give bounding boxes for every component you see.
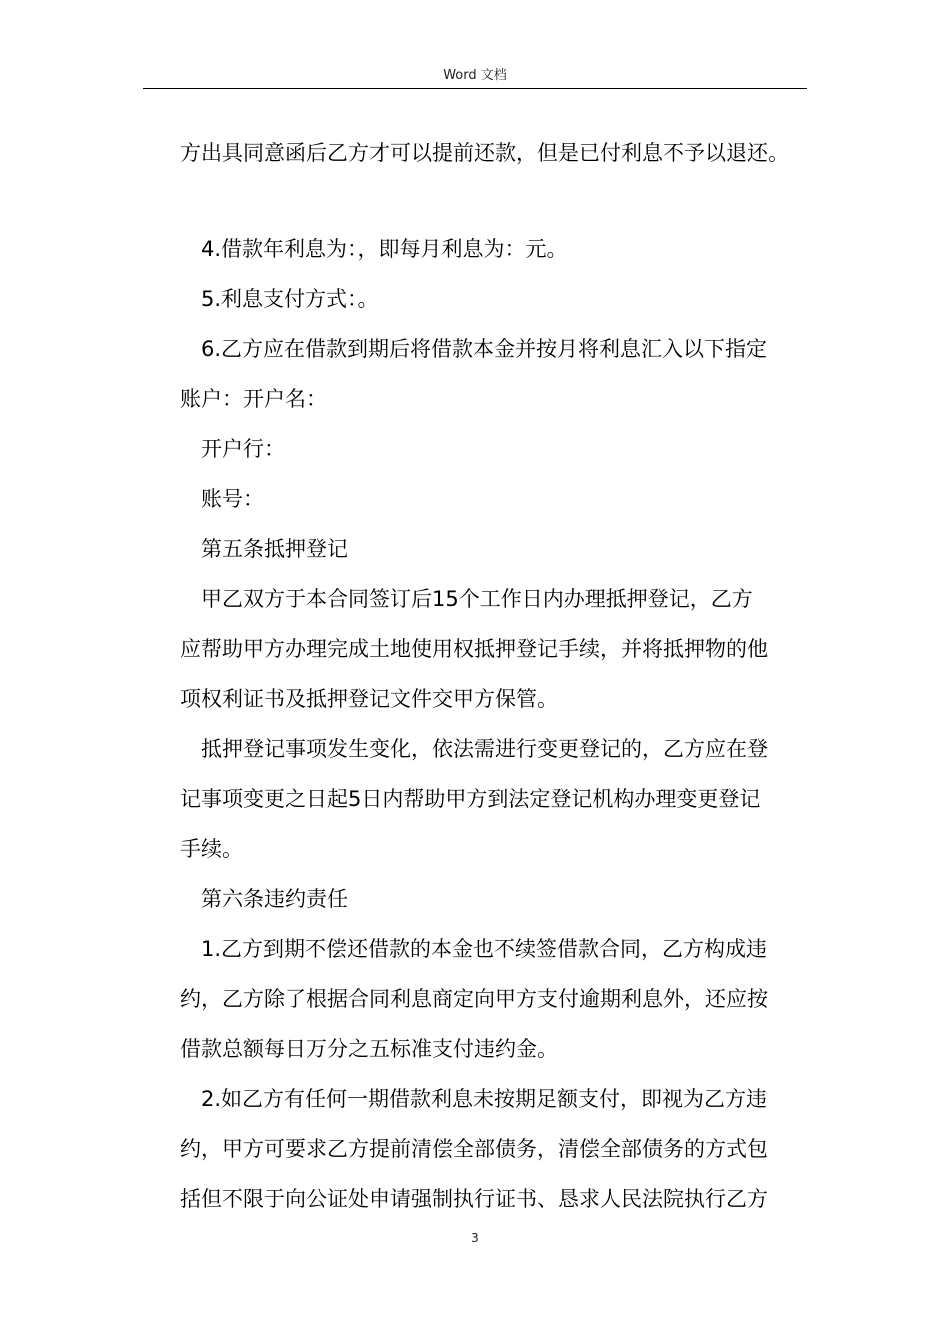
body-line: 应帮助甲方办理完成土地使用权抵押登记手续，并将抵押物的他 <box>180 637 768 661</box>
body-line: 抵押登记事项发生变化，依法需进行变更登记的，乙方应在登 <box>201 737 768 761</box>
body-line: 2.如乙方有任何一期借款利息未按期足额支付，即视为乙方违 <box>201 1087 768 1111</box>
header-divider <box>143 88 807 89</box>
body-line: 约，甲方可要求乙方提前清偿全部债务，清偿全部债务的方式包 <box>180 1137 768 1161</box>
body-line: 项权利证书及抵押登记文件交甲方保管。 <box>180 687 558 711</box>
body-line: 账号： <box>201 487 264 511</box>
page-header-title: Word 文档 <box>443 68 507 83</box>
body-line: 记事项变更之日起5日内帮助甲方到法定登记机构办理变更登记 <box>180 787 761 811</box>
section-heading: 第六条违约责任 <box>201 887 348 911</box>
page-number: 3 <box>471 1231 479 1245</box>
body-line: 1.乙方到期不偿还借款的本金也不续签借款合同，乙方构成违 <box>201 937 768 961</box>
paragraph-gap <box>180 178 840 224</box>
body-line: 甲乙双方于本合同签订后15个工作日内办理抵押登记，乙方 <box>201 587 753 611</box>
body-line: 4.借款年利息为：，即每月利息为：元。 <box>201 237 568 261</box>
body-line: 6.乙方应在借款到期后将借款本金并按月将利息汇入以下指定 <box>201 337 768 361</box>
body-line: 方出具同意函后乙方才可以提前还款，但是已付利息不予以退还。 <box>180 141 789 165</box>
body-line: 约，乙方除了根据合同利息商定向甲方支付逾期利息外，还应按 <box>180 987 768 1011</box>
body-line: 括但不限于向公证处申请强制执行证书、恳求人民法院执行乙方 <box>180 1187 768 1211</box>
document-body <box>180 128 840 1224</box>
section-heading: 第五条抵押登记 <box>201 537 348 561</box>
body-line: 借款总额每日万分之五标准支付违约金。 <box>180 1037 558 1061</box>
body-line: 开户行： <box>201 437 285 461</box>
body-line: 5.利息支付方式：。 <box>201 287 379 311</box>
body-line: 手续。 <box>180 837 243 861</box>
body-line: 账户：开户名： <box>180 387 327 411</box>
